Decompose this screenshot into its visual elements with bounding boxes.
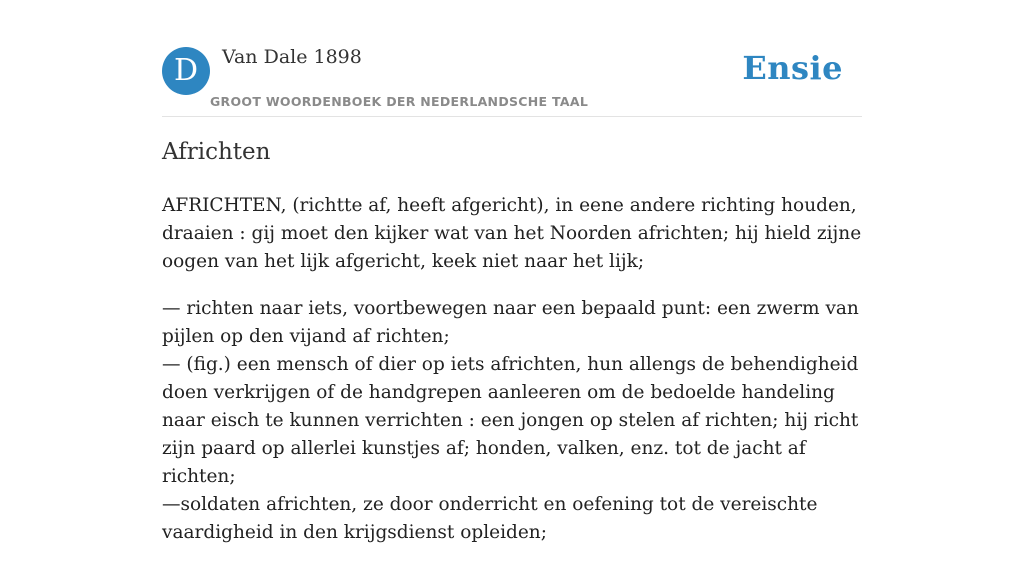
source-subtitle: GROOT WOORDENBOEK DER NEDERLANDSCHE TAAL	[210, 94, 589, 109]
entry-sense-line: — richten naar iets, voortbewegen naar een bepaald punt: een zwerm van pijlen op den vijand af richten;	[162, 298, 859, 347]
entry-sense-line: — (fig.) een mensch of dier op iets africhten, hun allengs de behendigheid doen verkrijgen of de handgrepen aanleeren om de bedoelde handeling naar eisch te kunnen verrichten : een jongen op stelen af richten; hij richt zijn paard op allerlei kunstjes af; honden, valken, enz. tot de jacht af richten;	[162, 354, 859, 487]
entry-sense-line: —soldaten africhten, ze door onderricht en oefening tot de vereischte vaardigheid in den krijgsdienst opleiden;	[162, 494, 818, 543]
source-header	[162, 46, 862, 117]
source-avatar[interactable]: D	[162, 47, 210, 95]
entry-body	[162, 192, 864, 566]
entry-paragraph-1: AFRICHTEN, (richtte af, heeft afgericht), in eene andere richting houden, draaien : gij moet den kijker wat van het Noorden africhten; hij hield zijne oogen van het lijk afgericht, keek niet naar het lijk;	[162, 195, 862, 272]
source-title-link[interactable]: Van Dale 1898	[222, 46, 362, 68]
ensie-logo[interactable]: Ensie	[742, 49, 843, 87]
entry-paragraph-2	[162, 295, 864, 547]
entry-headword: Africhten	[162, 139, 271, 165]
